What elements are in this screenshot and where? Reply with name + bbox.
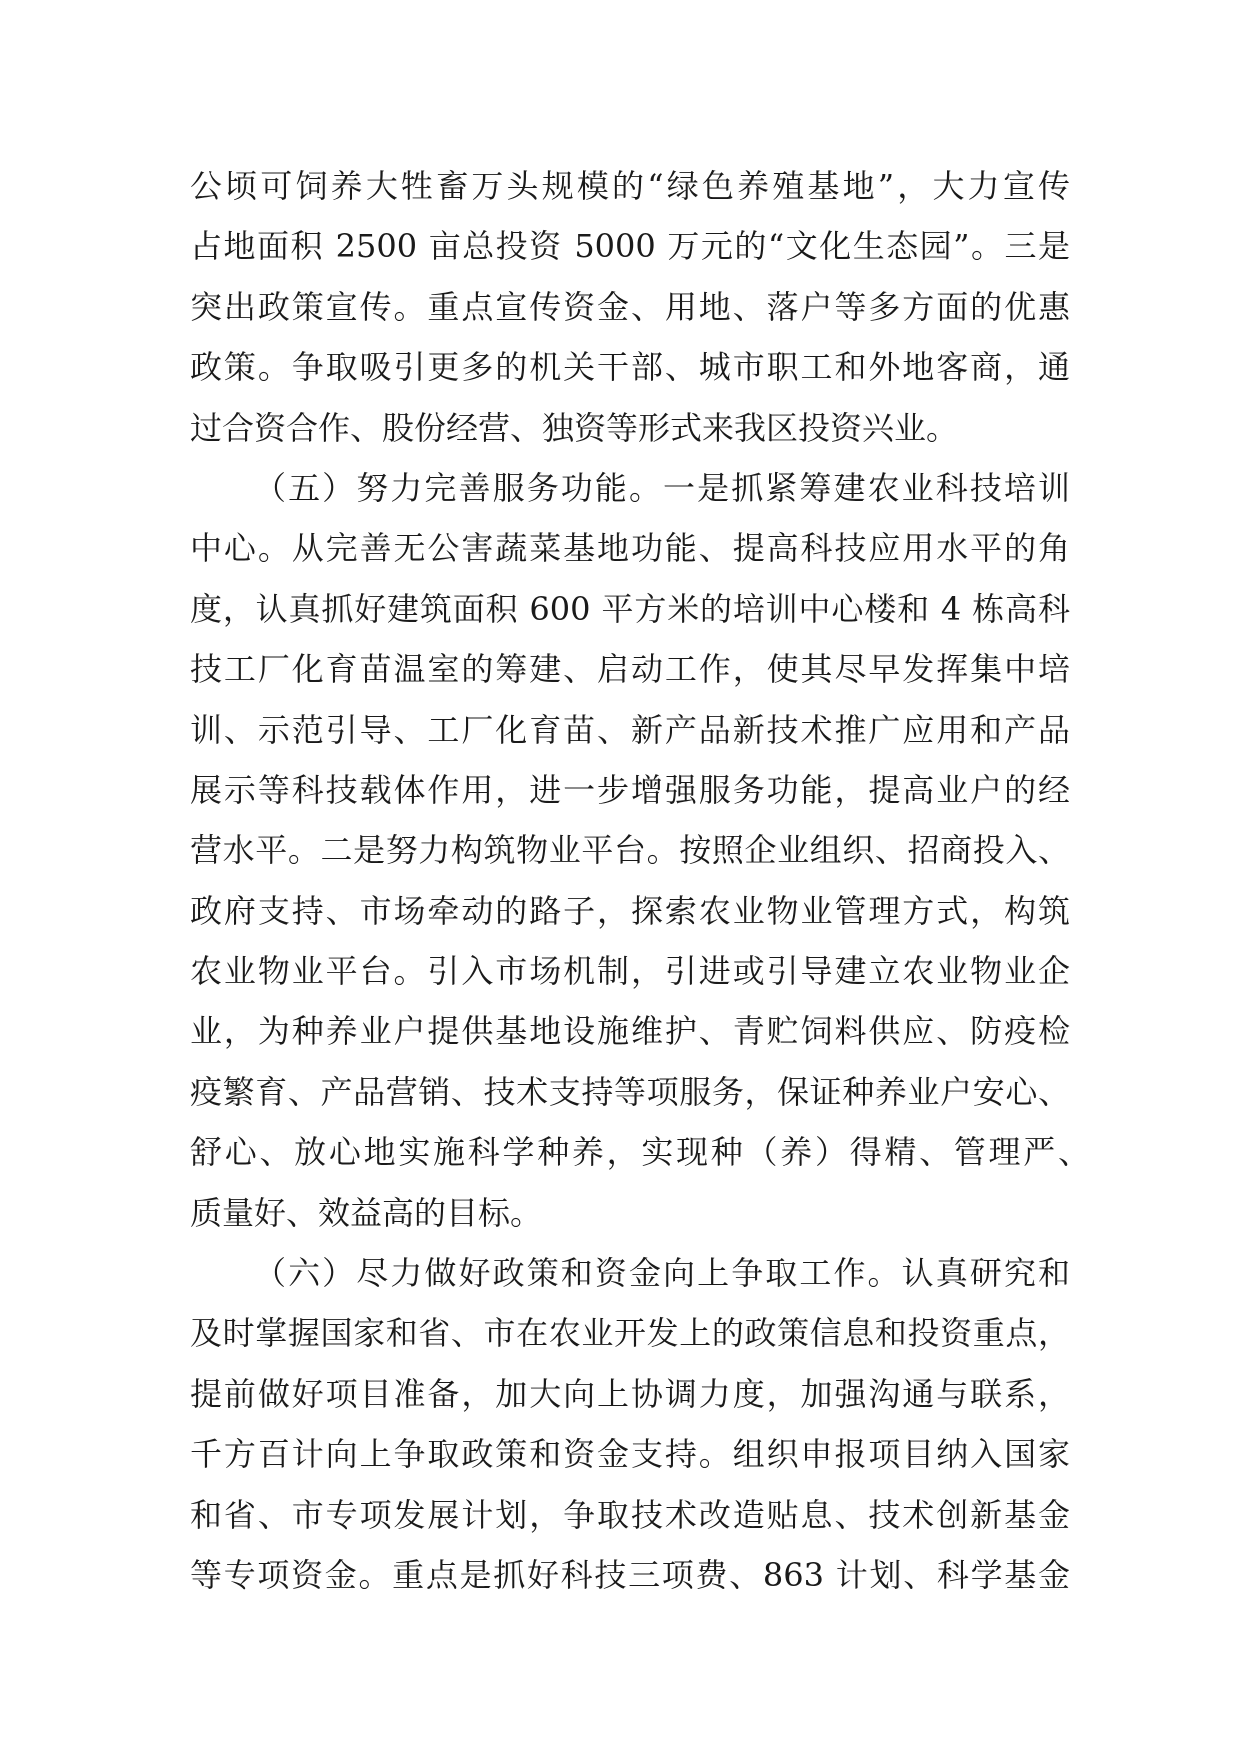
text-line: 营水平。二是努力构筑物业平台。按照企业组织、招商投入、 — [190, 831, 1070, 870]
text-line: 舒心、放心地实施科学种养，实现种（养）得精、管理严、 — [190, 1133, 1090, 1172]
text-line: 训、示范引导、工厂化育苗、新产品新技术推广应用和产品 — [190, 710, 1070, 749]
text-line: 提前做好项目准备，加大向上协调力度，加强沟通与联系， — [190, 1374, 1070, 1413]
text-line: 疫繁育、产品营销、技术支持等项服务，保证种养业户安心、 — [190, 1072, 1070, 1111]
text-line: 突出政策宣传。重点宣传资金、用地、落户等多方面的优惠 — [190, 287, 1070, 326]
text-line: 等专项资金。重点是抓好科技三项费、863 计划、科学基金 — [190, 1555, 1070, 1594]
text-line: 技工厂化育苗温室的筹建、启动工作，使其尽早发挥集中培 — [190, 650, 1070, 689]
body-text — [190, 156, 1090, 1605]
text-line: 公顷可饲养大牲畜万头规模的“绿色养殖基地”，大力宣传 — [190, 167, 1070, 205]
text-line: 度，认真抓好建筑面积 600 平方米的培训中心楼和 4 栋高科 — [190, 589, 1070, 628]
text-line: 政府支持、市场牵动的路子，探索农业物业管理方式，构筑 — [190, 891, 1070, 930]
text-line: 业，为种养业户提供基地设施维护、青贮饲料供应、防疫检 — [190, 1012, 1070, 1051]
text-line: 和省、市专项发展计划，争取技术改造贴息、技术创新基金 — [190, 1495, 1070, 1534]
text-line: 千方百计向上争取政策和资金支持。组织申报项目纳入国家 — [190, 1435, 1070, 1474]
text-line: 占地面积 2500 亩总投资 5000 万元的“文化生态园”。三是 — [190, 227, 1070, 266]
paragraph-six-heading-line: （六）尽力做好政策和资金向上争取工作。认真研究和 — [254, 1254, 1070, 1293]
paragraph-five-heading-line: （五）努力完善服务功能。一是抓紧筹建农业科技培训 — [254, 468, 1070, 507]
text-line: 及时掌握国家和省、市在农业开发上的政策信息和投资重点， — [190, 1314, 1070, 1353]
text-line: 过合资合作、股份经营、独资等形式来我区投资兴业。 — [190, 408, 959, 447]
text-line: 质量好、效益高的目标。 — [190, 1193, 543, 1232]
text-line: 政策。争取吸引更多的机关干部、城市职工和外地客商，通 — [190, 348, 1070, 387]
text-line: 农业物业平台。引入市场机制，引进或引导建立农业物业企 — [190, 952, 1070, 991]
text-line: 中心。从完善无公害蔬菜基地功能、提高科技应用水平的角 — [190, 529, 1070, 568]
text-line: 展示等科技载体作用，进一步增强服务功能，提高业户的经 — [190, 770, 1070, 809]
